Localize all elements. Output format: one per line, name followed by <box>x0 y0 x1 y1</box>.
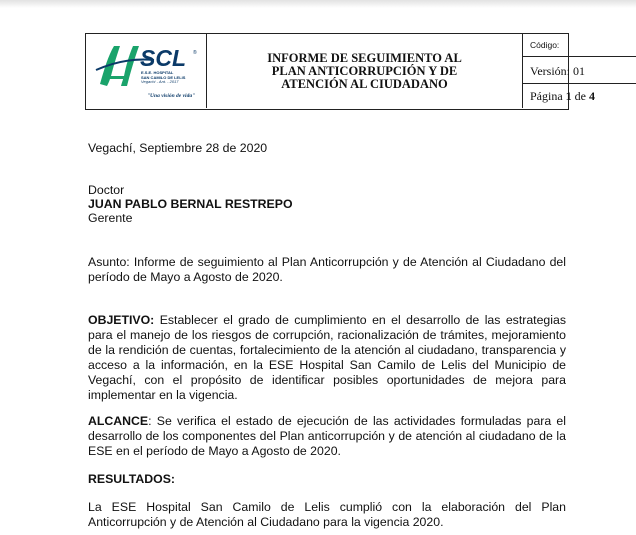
alcance-paragraph <box>88 414 566 459</box>
document-header-table <box>85 33 595 110</box>
date-line: Vegachí, Septiembre 28 de 2020 <box>88 141 268 155</box>
page-current: 1 <box>565 89 572 103</box>
logo-slogan: "Una visión de vida" <box>147 93 196 99</box>
logo-cell <box>86 34 207 108</box>
recipient-name: JUAN PABLO BERNAL RESTREPO <box>88 197 293 211</box>
svg-text:®: ® <box>193 50 197 56</box>
salutation: Doctor <box>88 183 125 197</box>
recipient-role: Gerente <box>88 211 133 225</box>
page-number-field <box>523 84 636 108</box>
asunto-paragraph: Asunto: Informe de seguimiento al Plan Anticorrupción y de Atención al Ciudadano del período de Mayo a Agosto de 2020. <box>88 255 566 284</box>
version-field: Versión: 01 <box>523 57 636 84</box>
resultados-paragraph: La ESE Hospital San Camilo de Lelis cumplió con la elaboración del Plan Anticorrupción y de Atención al Ciudadano para la vigencia 2020. <box>88 500 566 529</box>
objetivo-text: Establecer el grado de cumplimiento en el desarrollo de las estrategias para el manejo de los riesgos de corrupción, racionalización de trámites, mejoramiento de la rendición de cuentas, fortalecimiento de la atención al ciudadano, transparencia y acceso a la información, en la ESE Hospital San Camilo de Lelis del Municipio de Vegachí, con el propósito de identificar posibles oportunidades de mejora para implementar en la vigencia. <box>88 313 566 402</box>
logo-subtitle-line1: E.S.E. HOSPITAL <box>141 70 174 75</box>
logo-subtitle <box>141 71 185 85</box>
codigo-field: Código: <box>523 34 636 57</box>
document-title: INFORME DE SEGUIMIENTO AL PLAN ANTICORRUPCIÓN Y DE ATENCIÓN AL CIUDADANO <box>267 50 462 91</box>
viewer-top-edge <box>0 0 636 8</box>
alcance-text: : Se verifica el estado de ejecución de las actividades formuladas para el desarrollo de los componentes del Plan anticorrupción y de atención al ciudadano de la ESE en el período de Mayo a Agosto de 2020. <box>88 414 566 458</box>
page-prefix: Página <box>530 89 566 103</box>
objetivo-paragraph <box>88 313 566 403</box>
logo-subtitle-line3: Vegachí - Ant. - 2017 <box>141 79 179 84</box>
svg-text:SCL: SCL <box>140 45 186 71</box>
logo-subtitle-line2: SAN CAMILO DE LELIS <box>141 74 186 80</box>
page-separator: de <box>571 89 589 103</box>
title-cell <box>207 34 523 108</box>
alcance-label: ALCANCE <box>88 414 149 428</box>
resultados-heading: RESULTADOS: <box>88 472 175 486</box>
page-total: 4 <box>589 89 595 103</box>
objetivo-label: OBJETIVO: <box>88 313 155 327</box>
document-meta <box>523 34 636 108</box>
